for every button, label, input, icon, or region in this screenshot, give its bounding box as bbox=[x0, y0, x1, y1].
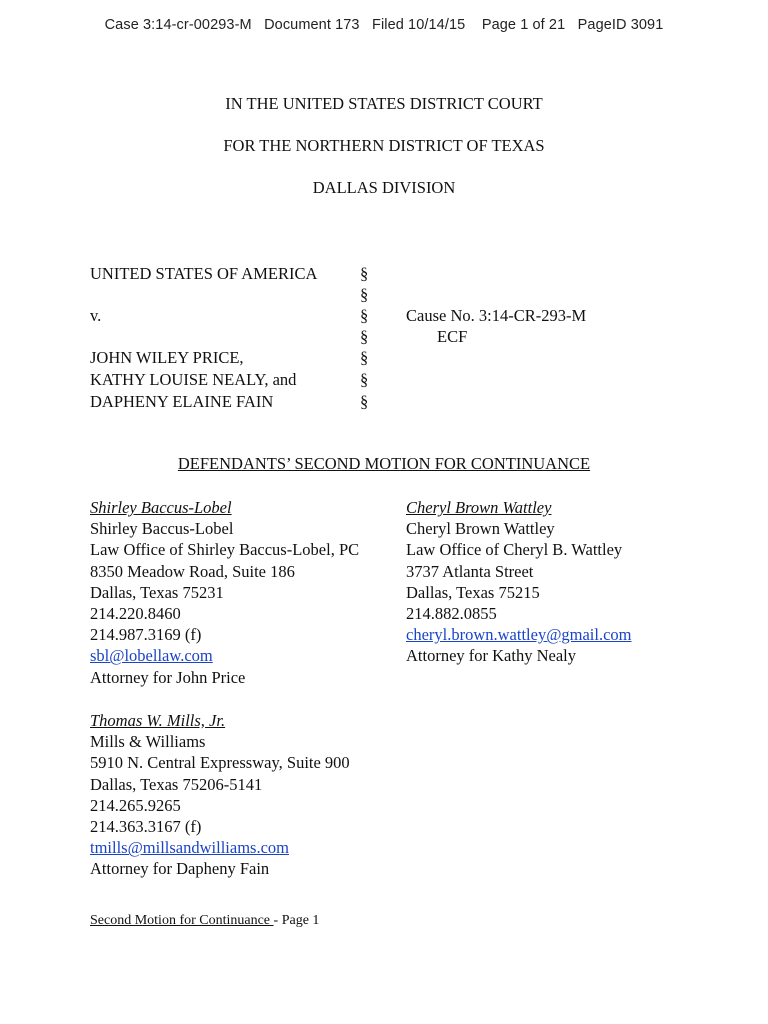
versus-label: v. bbox=[90, 306, 102, 325]
header-filed: Filed 10/14/15 bbox=[371, 17, 466, 33]
attorney-address-1: 5910 N. Central Expressway, Suite 900 bbox=[90, 753, 350, 773]
attorney-email-link[interactable]: tmills@millsandwilliams.com bbox=[90, 838, 289, 858]
attorney-firm: Mills & Williams bbox=[90, 732, 206, 752]
attorney-name: Shirley Baccus-Lobel bbox=[90, 519, 234, 539]
attorney-phone: 214.220.8460 bbox=[90, 604, 181, 624]
ecf-header bbox=[0, 17, 768, 33]
attorney-address-1: 3737 Atlanta Street bbox=[406, 561, 534, 581]
attorney-phone: 214.265.9265 bbox=[90, 795, 181, 815]
attorney-email-link[interactable]: cheryl.brown.wattley@gmail.com bbox=[406, 625, 632, 645]
attorney-firm: Law Office of Shirley Baccus-Lobel, PC bbox=[90, 540, 360, 560]
header-case: Case 3:14-cr-00293-M bbox=[104, 17, 252, 33]
attorney-address-2: Dallas, Texas 75206-5141 bbox=[90, 774, 263, 794]
court-line-3: DALLAS DIVISION bbox=[312, 178, 456, 197]
attorney-role: Attorney for Dapheny Fain bbox=[90, 859, 270, 879]
defendant-1: JOHN WILEY PRICE, bbox=[90, 348, 244, 367]
attorney-block-price bbox=[90, 497, 359, 688]
attorney-email-link[interactable]: sbl@lobellaw.com bbox=[90, 646, 213, 666]
motion-title bbox=[0, 454, 768, 474]
attorney-address-2: Dallas, Texas 75231 bbox=[90, 582, 224, 602]
header-page: Page 1 of 21 bbox=[481, 17, 566, 33]
attorney-signature: Thomas W. Mills, Jr. bbox=[90, 711, 226, 730]
section-symbol: § bbox=[360, 285, 369, 304]
attorney-role: Attorney for Kathy Nealy bbox=[406, 646, 576, 666]
defendant-3: DAPHENY ELAINE FAIN bbox=[90, 392, 274, 411]
ecf-label: ECF bbox=[437, 327, 468, 346]
attorney-phone: 214.882.0855 bbox=[406, 604, 497, 624]
footer-title: Second Motion for Continuance bbox=[90, 913, 274, 928]
section-symbol: § bbox=[360, 327, 369, 346]
page-footer bbox=[90, 913, 319, 929]
section-symbol: § bbox=[360, 264, 369, 283]
motion-title-text: DEFENDANTS’ SECOND MOTION FOR CONTINUANCE bbox=[177, 454, 591, 473]
header-pageid: PageID 3091 bbox=[577, 17, 664, 33]
attorney-block-fain bbox=[90, 710, 350, 880]
court-line-1: IN THE UNITED STATES DISTRICT COURT bbox=[225, 94, 543, 113]
attorney-name: Cheryl Brown Wattley bbox=[406, 519, 555, 539]
attorney-firm: Law Office of Cheryl B. Wattley bbox=[406, 540, 623, 560]
attorney-signature: Shirley Baccus-Lobel bbox=[90, 498, 232, 517]
section-symbol: § bbox=[360, 370, 369, 389]
court-line-2: FOR THE NORTHERN DISTRICT OF TEXAS bbox=[223, 136, 545, 155]
header-document: Document 173 bbox=[264, 17, 360, 33]
section-symbol: § bbox=[360, 392, 369, 411]
cause-number: Cause No. 3:14-CR-293-M bbox=[406, 306, 587, 325]
defendant-2: KATHY LOUISE NEALY, and bbox=[90, 370, 297, 389]
section-symbol: § bbox=[360, 306, 369, 325]
section-symbol: § bbox=[360, 348, 369, 367]
attorney-block-nealy bbox=[406, 497, 632, 667]
attorney-fax: 214.987.3169 (f) bbox=[90, 625, 202, 645]
footer-page: - Page 1 bbox=[273, 913, 320, 928]
attorney-role: Attorney for John Price bbox=[90, 667, 246, 687]
attorney-signature: Cheryl Brown Wattley bbox=[406, 498, 552, 517]
attorney-address-2: Dallas, Texas 75215 bbox=[406, 582, 540, 602]
attorney-address-1: 8350 Meadow Road, Suite 186 bbox=[90, 561, 295, 581]
plaintiff-name: UNITED STATES OF AMERICA bbox=[90, 264, 318, 283]
attorney-fax: 214.363.3167 (f) bbox=[90, 817, 202, 837]
